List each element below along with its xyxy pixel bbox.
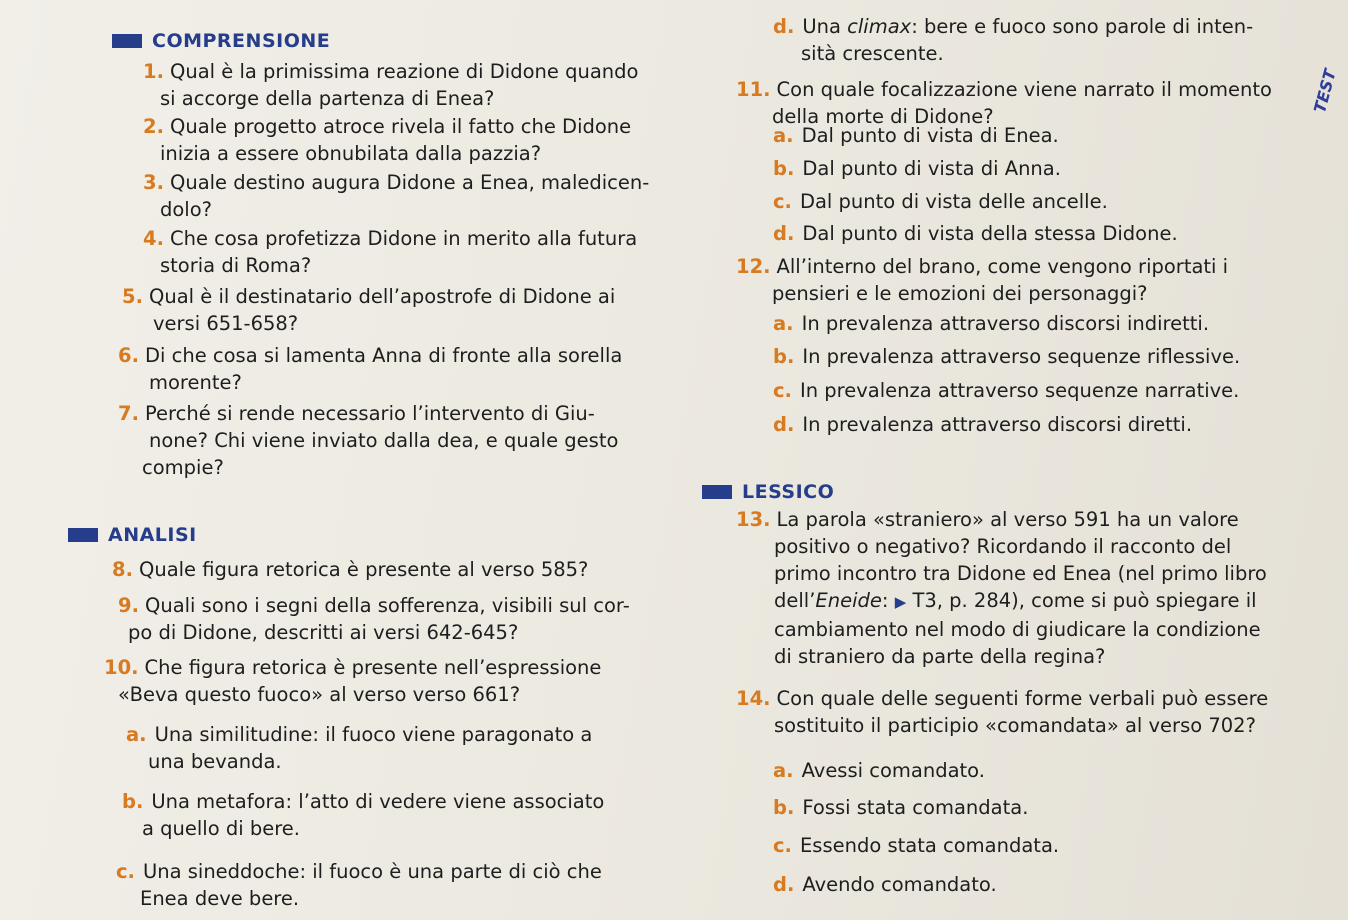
question-1 <box>143 58 638 112</box>
question-2 <box>143 113 631 167</box>
question-4 <box>143 225 637 279</box>
section-heading-analisi <box>68 524 197 546</box>
option-letter: a. <box>773 124 794 147</box>
question-text-italic: Eneide <box>815 589 882 612</box>
question-text: positivo o negativo? Ricordando il racconto del <box>774 535 1232 558</box>
question-5 <box>122 283 615 337</box>
question-text: Quale progetto atroce rivela il fatto che Didone <box>169 115 632 138</box>
option-text: sità crescente. <box>801 42 944 65</box>
question-text: Che figura retorica è presente nell’espressione <box>144 656 602 679</box>
question-11-option-b[interactable] <box>773 155 1061 182</box>
option-letter: b. <box>773 796 795 819</box>
question-number: 7. <box>118 402 139 425</box>
heading-text: LESSICO <box>742 481 835 503</box>
option-text: Una similitudine: il fuoco viene paragonato a <box>154 723 593 746</box>
question-text: La parola «straniero» al verso 591 ha un valore <box>776 508 1239 531</box>
option-text: : bere e fuoco sono parole di inten- <box>911 15 1254 38</box>
question-7 <box>118 400 618 481</box>
option-text: In prevalenza attraverso sequenze riflessive. <box>802 345 1241 368</box>
option-text: Enea deve bere. <box>140 887 300 910</box>
question-text: Quale destino augura Didone a Enea, maledicen- <box>169 171 650 194</box>
heading-text: COMPRENSIONE <box>152 30 331 52</box>
question-text: Con quale focalizzazione viene narrato il momento <box>776 78 1272 101</box>
question-12-option-b[interactable] <box>773 343 1240 370</box>
question-14-option-b[interactable] <box>773 794 1028 821</box>
option-text: Fossi stata comandata. <box>802 796 1029 819</box>
section-heading-comprensione <box>112 30 330 52</box>
question-11-option-a[interactable] <box>773 122 1059 149</box>
question-text: Qual è il destinatario dell’apostrofe di Didone ai <box>148 285 616 308</box>
question-number: 4. <box>143 227 164 250</box>
question-text: pensieri e le emozioni dei personaggi? <box>772 282 1148 305</box>
question-number: 2. <box>143 115 164 138</box>
question-number: 5. <box>122 285 143 308</box>
question-3 <box>143 169 649 223</box>
option-letter: d. <box>773 222 795 245</box>
question-number: 11. <box>736 78 771 101</box>
option-letter: d. <box>773 413 795 436</box>
question-text: sostituito il participio «comandata» al verso 702? <box>774 714 1256 737</box>
option-text: In prevalenza attraverso discorsi diretti. <box>802 413 1193 436</box>
option-text: Avendo comandato. <box>802 873 997 896</box>
question-13 <box>736 506 1267 670</box>
question-number: 1. <box>143 60 164 83</box>
option-letter: b. <box>773 345 795 368</box>
question-text: Di che cosa si lamenta Anna di fronte alla sorella <box>144 344 623 367</box>
option-text: Una <box>802 15 848 38</box>
question-text: T3, p. 284), come si può spiegare il <box>912 589 1257 612</box>
question-14 <box>736 685 1268 739</box>
option-text: Dal punto di vista delle ancelle. <box>799 190 1108 213</box>
question-11-option-c[interactable] <box>773 188 1108 215</box>
question-number: 9. <box>118 594 139 617</box>
question-12 <box>736 253 1228 307</box>
question-text: All’interno del brano, come vengono riportati i <box>776 255 1229 278</box>
question-text: compie? <box>142 456 224 479</box>
question-number: 13. <box>736 508 771 531</box>
question-text: della morte di Didone? <box>772 105 994 128</box>
option-letter: c. <box>773 834 792 857</box>
option-letter: a. <box>126 723 147 746</box>
question-number: 12. <box>736 255 771 278</box>
option-text-italic: climax <box>847 15 912 38</box>
question-number: 10. <box>104 656 139 679</box>
question-number: 6. <box>118 344 139 367</box>
question-number: 14. <box>736 687 771 710</box>
question-text: Perché si rende necessario l’intervento di Giu- <box>144 402 595 425</box>
question-text: dell’ <box>774 589 816 612</box>
question-text: morente? <box>149 371 242 394</box>
option-text: Avessi comandato. <box>801 759 985 782</box>
option-letter: b. <box>773 157 795 180</box>
question-text: : <box>881 589 895 612</box>
option-text: In prevalenza attraverso sequenze narrative. <box>799 379 1240 402</box>
question-10-option-d[interactable] <box>773 13 1253 67</box>
option-letter: d. <box>773 873 795 896</box>
question-8 <box>112 556 588 583</box>
question-9 <box>118 592 630 646</box>
section-heading-lessico <box>702 481 834 503</box>
question-number: 8. <box>112 558 133 581</box>
option-text: a quello di bere. <box>142 817 300 840</box>
question-text: Qual è la primissima reazione di Didone quando <box>169 60 639 83</box>
option-letter: c. <box>773 379 792 402</box>
question-12-option-c[interactable] <box>773 377 1239 404</box>
question-14-option-a[interactable] <box>773 757 985 784</box>
option-text: In prevalenza attraverso discorsi indiretti. <box>801 312 1210 335</box>
question-14-option-d[interactable] <box>773 871 997 898</box>
option-text: Dal punto di vista di Anna. <box>802 157 1061 180</box>
option-letter: c. <box>773 190 792 213</box>
option-letter: b. <box>122 790 144 813</box>
option-letter: a. <box>773 759 794 782</box>
option-letter: c. <box>116 860 135 883</box>
question-text: si accorge della partenza di Enea? <box>160 87 495 110</box>
question-text: dolo? <box>160 198 213 221</box>
reference-arrow-icon: ▶ <box>894 593 907 611</box>
heading-marker <box>702 485 732 499</box>
side-tab-label: TEST <box>1310 67 1340 115</box>
question-text: Che cosa profetizza Didone in merito alla futura <box>169 227 638 250</box>
question-10-option-a[interactable] <box>126 721 592 775</box>
question-10 <box>104 654 601 708</box>
question-6 <box>118 342 622 396</box>
question-10-option-c[interactable] <box>116 858 602 912</box>
question-text: Quali sono i segni della sofferenza, visibili sul cor- <box>144 594 630 617</box>
question-text: none? Chi viene inviato dalla dea, e quale gesto <box>149 429 619 452</box>
question-text: di straniero da parte della regina? <box>774 645 1106 668</box>
question-text: storia di Roma? <box>160 254 312 277</box>
option-text: Una sineddoche: il fuoco è una parte di ciò che <box>142 860 602 883</box>
option-letter: d. <box>773 15 795 38</box>
question-12-option-a[interactable] <box>773 310 1209 337</box>
question-text: «Beva questo fuoco» al verso verso 661? <box>118 683 521 706</box>
question-text: Quale figura retorica è presente al verso 585? <box>138 558 589 581</box>
question-11-option-d[interactable] <box>773 220 1178 247</box>
option-text: Essendo stata comandata. <box>799 834 1060 857</box>
question-text: cambiamento nel modo di giudicare la condizione <box>774 618 1261 641</box>
heading-marker <box>112 34 142 48</box>
heading-marker <box>68 528 98 542</box>
question-14-option-c[interactable] <box>773 832 1059 859</box>
option-text: Dal punto di vista di Enea. <box>801 124 1059 147</box>
question-text: inizia a essere obnubilata dalla pazzia? <box>160 142 542 165</box>
option-text: Una metafora: l’atto di vedere viene associato <box>151 790 605 813</box>
heading-text: ANALISI <box>108 524 197 546</box>
question-12-option-d[interactable] <box>773 411 1192 438</box>
option-letter: a. <box>773 312 794 335</box>
question-text: versi 651-658? <box>153 312 299 335</box>
question-text: po di Didone, descritti ai versi 642-645? <box>128 621 519 644</box>
question-number: 3. <box>143 171 164 194</box>
question-text: primo incontro tra Didone ed Enea (nel primo libro <box>774 562 1267 585</box>
option-text: Dal punto di vista della stessa Didone. <box>802 222 1178 245</box>
question-text: Con quale delle seguenti forme verbali può essere <box>776 687 1269 710</box>
question-10-option-b[interactable] <box>122 788 604 842</box>
option-text: una bevanda. <box>148 750 282 773</box>
